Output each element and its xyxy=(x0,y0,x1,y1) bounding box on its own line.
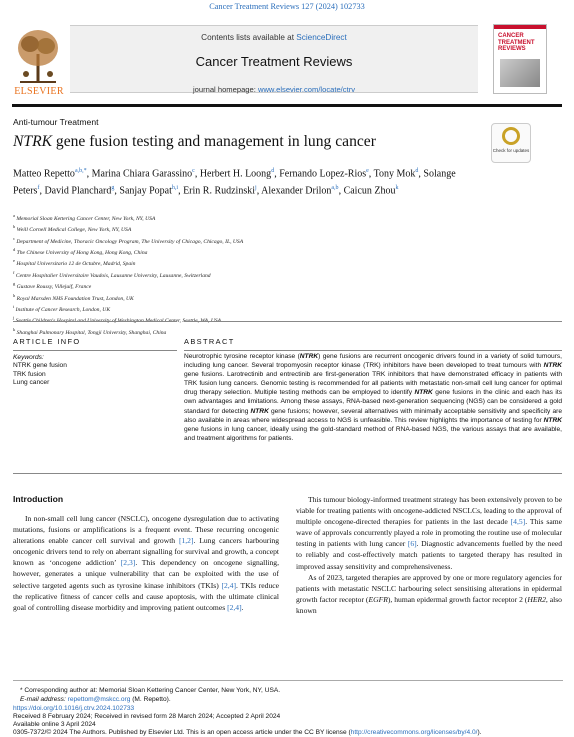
article-section-label: Anti-tumour Treatment xyxy=(13,117,99,127)
author-list: Matteo Repetto$^{a,b,*}$, Marina Chiara Garassino$^c$, Herbert H. Loong$^d$, Fernando Lopez-Rios$^e$, Tony Mok$^d$, Solange Peters$^f$, David Planchard$^g$, Sanjay Popat$^{h,i}$, Erin R. Rudzinski$^j$, Alexander Drilon$^{a,b}$, Caicun Zhou$^k$ xyxy=(13,168,456,197)
corr-author-line: * Corresponding author at: Memorial Sloan Kettering Cancer Center, New York, NY, USA. xyxy=(20,687,281,694)
sciencedirect-link[interactable]: ScienceDirect xyxy=(296,33,347,42)
affiliation-item xyxy=(13,292,513,303)
cover-top-bar xyxy=(494,25,546,29)
intro-paragraph-right: As of 2023, targeted therapies are approved by one or more regulatory agencies for patients with metastatic NSCLC harbouring select sensitising alterations in epidermal growth factor receptor (EGFR), human epidermal growth factor receptor 2 (HER2, also known xyxy=(296,572,562,615)
intro-paragraph-left: In non-small cell lung cancer (NSCLC), oncogene dysregulation due to activating mutations, fusions or amplifications is a frequent event. These recurring oncogenic alterations enable cancer cell survival and growth [1,2]. Lung cancers harbouring oncogenic drivers tend to rely on aberrant signalling for survival and growth, a concept known as ‘oncogene addiction’ [2,3]. This dependency on oncogene signalling, however, generates a unique vulnerability that can be exploited with the use of selective targeted agents such as tyrosine kinase inhibitors (TKIs) [2,4]. TKIs reduce the replicative fitness of cancer cells and cause apoptosis, with the ultimate clinical goal of controlling disease morbidity and improving patient outcomes [2,4]. xyxy=(13,514,279,612)
check-for-updates-button[interactable] xyxy=(491,123,531,163)
affiliation-text: Institute of Cancer Research, London, UK xyxy=(14,306,111,313)
email-suffix: (M. Repetto). xyxy=(130,696,171,703)
copyright-suffix: ). xyxy=(477,729,482,736)
affiliation-marker: c xyxy=(13,235,15,241)
affiliation-text: Department of Medicine, Thoracic Oncology Program, The University of Chicago, Chicago, IL, USA xyxy=(14,238,244,245)
affiliation-text: Weill Cornell Medical College, New York, NY, USA xyxy=(15,227,132,234)
check-updates-icon xyxy=(502,127,520,145)
affiliation-text: Memorial Sloan Kettering Cancer Center, New York, NY, USA xyxy=(14,215,156,222)
divider xyxy=(13,473,562,474)
available-online-date: Available online 3 April 2024 xyxy=(13,721,96,728)
keyword-item: NTRK gene fusion xyxy=(13,362,67,370)
journal-cover-thumbnail[interactable] xyxy=(493,24,547,94)
intro-paragraph-right: This tumour biology-informed treatment strategy has been extensively proven to be viable for treating patients with oncogene-addicted NSCLCs, leading to the approval of multiple oncogene-directed therapies for patients in the last decade [4,5]. This same wave of approvals concurrently played a role in promoting the routine use of molecular testing in patients with lung cancer [6]. Diagnostic advancements fuelled by the need to reliably and cost-effectively match patients to targeted therapy has resulted in improved assay sensitivity and comprehensiveness. xyxy=(296,495,562,571)
introduction-heading: Introduction xyxy=(13,494,64,504)
affiliation-marker: b xyxy=(13,224,16,230)
check-updates-label: Check for updates xyxy=(492,148,530,153)
homepage-prefix: journal homepage: xyxy=(192,85,258,94)
affiliation-text: Royal Marsden NHS Foundation Trust, London, UK xyxy=(15,295,134,302)
affiliation-item xyxy=(13,212,513,223)
elsevier-logo[interactable] xyxy=(12,24,64,92)
email-link[interactable]: repettom@mskcc.org xyxy=(67,696,131,703)
divider xyxy=(184,350,562,351)
affiliation-marker: h xyxy=(13,292,16,298)
affiliation-marker: d xyxy=(13,247,16,253)
abstract-text: Neurotrophic tyrosine receptor kinase (NTRK) gene fusions are recurrent oncogenic drivers found in a variety of solid tumours, including lung cancer. Several tropomyosin receptor kinase (TRK) inhibitors have been developed to treat tumours with NTRK gene fusions. Larotrectinib and entrectinib are first-generation TRK inhibitors that have demonstrated efficacy in patients with TRK fusion lung cancers. Genomic testing is recommended for all patients with metastatic non-small cell lung cancer for optimal drug therapy selection. Multiple testing methods can be employed to identify NTRK gene fusions in the clinic and each has its own advantages and limitations. Among these assays, RNA-based next-generation sequencing (NGS) can be considered a gold standard for detecting NTRK gene fusions; however, several alternatives with minimally acceptable sensitivity and specificity are also available in areas where widespread access to NGS is unfeasible. This review highlights the importance of testing for NTRK gene fusions in lung cancer, ideally using the gold-standard method of RNA-based NGS, the various assays that are available, and treatment algorithms for patients. xyxy=(184,353,562,442)
affiliation-item xyxy=(13,223,513,234)
affiliation-marker: i xyxy=(13,303,15,309)
email-line xyxy=(20,695,280,704)
keywords-block xyxy=(13,354,67,387)
affiliation-item xyxy=(13,326,513,337)
affiliation-item xyxy=(13,303,513,314)
affiliation-text: Centre Hospitalier Universitaire Vaudois, Lausanne University, Lausanne, Switzerland xyxy=(14,272,211,279)
affiliation-item xyxy=(13,314,513,325)
journal-title[interactable]: Cancer Treatment Reviews xyxy=(195,54,353,69)
corresponding-author-note xyxy=(20,686,280,704)
license-link[interactable]: http://creativecommons.org/licenses/by/4.0/ xyxy=(350,729,478,736)
doi-link[interactable]: https://doi.org/10.1016/j.ctrv.2024.102733 xyxy=(13,705,135,712)
article-info-heading: ARTICLE INFO xyxy=(13,337,81,346)
cover-title: CANCER TREATMENT REVIEWS xyxy=(498,33,535,52)
copyright-text: 0305-7372/© 2024 The Authors. Published by Elsevier Ltd. This is an open access article under the CC BY license ( xyxy=(13,729,351,736)
journal-homepage xyxy=(70,85,478,94)
homepage-link[interactable]: www.elsevier.com/locate/ctrv xyxy=(257,85,356,94)
affiliation-text: Gustave Roussy, Villejuif, France xyxy=(15,284,92,291)
title-rest: gene fusion testing and management in lung cancer xyxy=(52,133,376,150)
title-gene-name: NTRK xyxy=(13,133,52,150)
affiliation-marker: j xyxy=(13,315,15,321)
divider xyxy=(13,350,177,351)
contents-prefix: Contents lists available at xyxy=(201,33,297,42)
affiliation-marker: e xyxy=(13,258,15,264)
divider xyxy=(184,321,562,322)
journal-reference[interactable]: Cancer Treatment Reviews 127 (2024) 102733 xyxy=(209,2,365,11)
affiliation-item xyxy=(13,257,513,268)
journal-header xyxy=(70,25,478,93)
affiliation-item xyxy=(13,269,513,280)
affiliation-marker: k xyxy=(13,326,16,332)
email-label: E-mail address: xyxy=(20,696,68,703)
header-divider xyxy=(12,104,562,107)
affiliation-text: The Chinese University of Hong Kong, Hong Kong, China xyxy=(15,249,148,256)
divider xyxy=(13,321,177,322)
affiliation-marker: a xyxy=(13,213,15,218)
contents-line xyxy=(70,33,478,42)
received-dates: Received 8 February 2024; Received in revised form 28 March 2024; Accepted 2 April 2024 xyxy=(13,713,281,720)
affiliation-marker: f xyxy=(13,269,15,275)
affiliation-item xyxy=(13,280,513,291)
affiliation-list xyxy=(13,212,513,337)
keyword-item: TRK fusion xyxy=(13,370,46,378)
affiliation-item xyxy=(13,246,513,257)
elsevier-tree-icon xyxy=(12,24,64,86)
affiliation-marker: g xyxy=(13,281,16,287)
affiliation-text: Hospital Universitario 12 de Octubre, Madrid, Spain xyxy=(14,261,136,268)
keyword-item: Lung cancer xyxy=(13,378,50,386)
elsevier-wordmark: ELSEVIER xyxy=(14,86,64,97)
affiliation-item xyxy=(13,235,513,246)
cover-image xyxy=(500,59,540,87)
intro-column-right xyxy=(296,494,562,616)
copyright-notice xyxy=(13,729,482,736)
keywords-label: Keywords: xyxy=(13,354,44,361)
affiliation-text: Shanghai Pulmonary Hospital, Tongji University, Shanghai, China xyxy=(15,329,167,336)
footnote-divider xyxy=(13,680,563,681)
abstract-heading: ABSTRACT xyxy=(184,337,235,346)
article-title xyxy=(13,133,376,151)
